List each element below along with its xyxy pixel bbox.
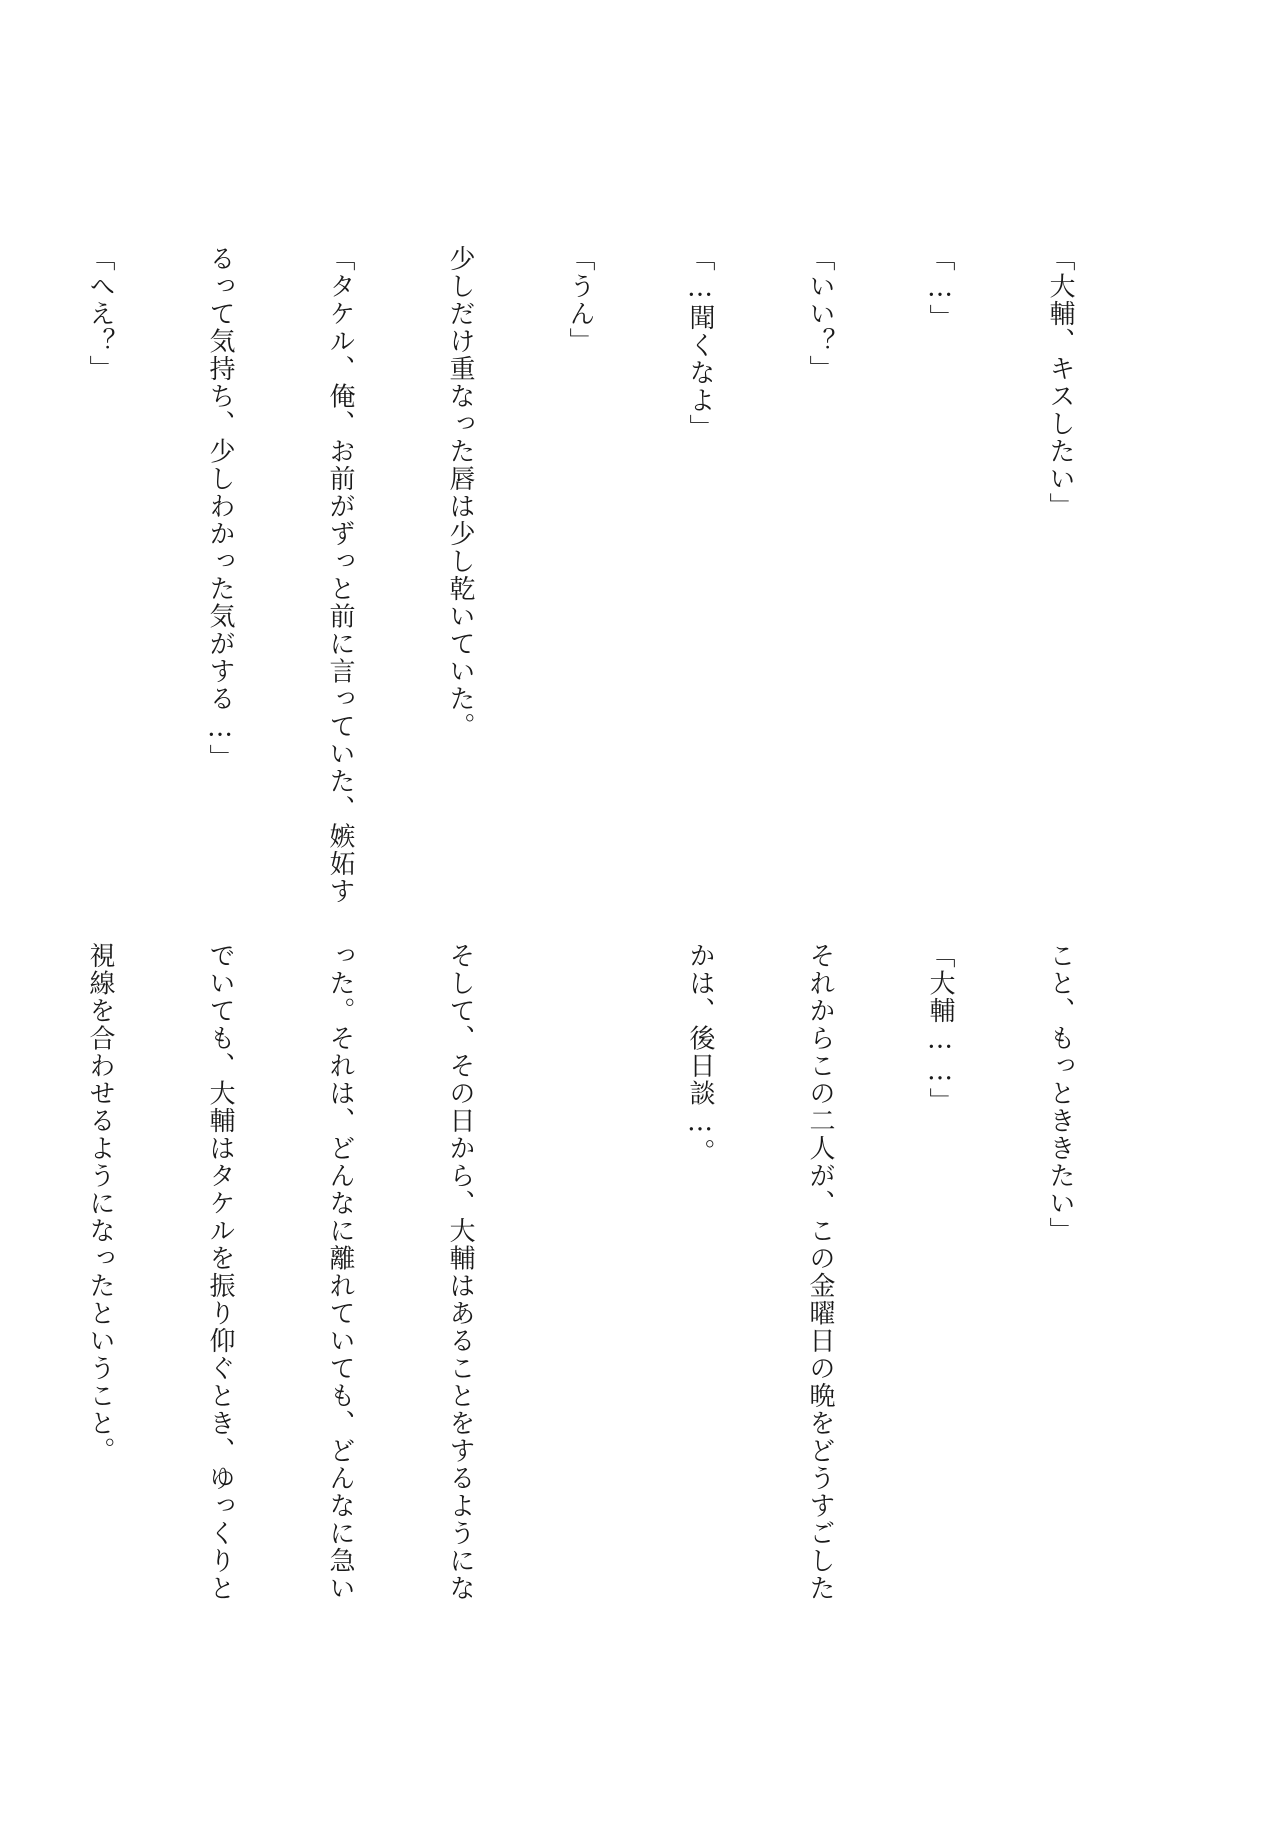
- text-block-lower: [0, 942, 1160, 1602]
- text-line: でいても、大輔はタケルを振り仰ぐとき、ゆっくりと: [205, 942, 235, 1602]
- text-line: 少しだけ重なった唇は少し乾いていた。: [445, 245, 475, 740]
- text-line: った。それは、どんなに離れていても、どんなに急い: [325, 942, 355, 1602]
- text-line: るって気持ち、少しわかった気がする…」: [205, 245, 235, 772]
- text-line: かは、後日談…。: [685, 942, 715, 1166]
- text-line: 「タケル、俺、お前がずっと前に言っていた、嫉妬す: [325, 245, 355, 905]
- text-line: こと、もっとききたい」: [1045, 942, 1075, 1245]
- text-line: そして、その日から、大輔はあることをするようにな: [445, 942, 475, 1602]
- text-line: 「…聞くなよ」: [685, 245, 715, 442]
- text-line: 「うん」: [565, 245, 595, 355]
- text-line: それからこの二人が、この金曜日の晩をどうすごした: [805, 942, 835, 1602]
- text-line: 「…」: [925, 245, 955, 332]
- blank-line: [560, 942, 600, 1582]
- text-block-upper: [0, 245, 1160, 905]
- text-line: 「いい？」: [805, 245, 835, 383]
- text-line: 「大輔、キスしたい」: [1045, 245, 1075, 520]
- text-line: 「へえ？」: [85, 245, 115, 383]
- text-line: 視線を合わせるようになったということ。: [85, 942, 115, 1465]
- text-line: 「大輔……」: [925, 942, 955, 1115]
